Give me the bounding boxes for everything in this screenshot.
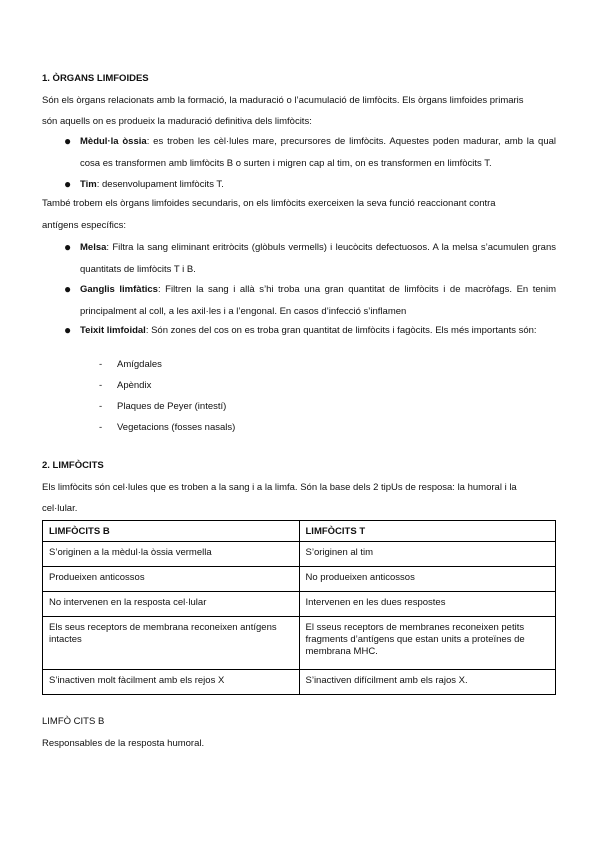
table-cell: S’inactiven difícilment amb els rajos X. — [299, 670, 556, 695]
secondary-paragraph-line-2: antígens específics: — [42, 220, 126, 231]
list-item-label: Melsa — [80, 242, 107, 253]
table-row — [43, 592, 556, 617]
dash-icon: - — [99, 359, 103, 370]
bullet-icon: ● — [64, 177, 72, 191]
list-item-label: Mèdul·la òssia — [80, 136, 147, 147]
list-item-ganglis — [80, 279, 556, 322]
dash-icon: - — [99, 422, 103, 433]
bullet-icon: ● — [64, 134, 72, 148]
list-item-text: : Filtren la sang i allà s’hi troba una gran quantitat de limfòcits i de macròfags. En tenim principalment al coll, a les axil·les i a l’engonal. En casos d’infecció s’inflamen — [80, 284, 556, 317]
list-item-medulla — [80, 131, 556, 174]
sub-item: Apèndix — [117, 380, 152, 391]
table-cell: Intervenen en les dues respostes — [299, 592, 556, 617]
bullet-icon: ● — [64, 323, 72, 337]
sub-item: Vegetacions (fosses nasals) — [117, 422, 236, 433]
table-row — [43, 567, 556, 592]
table-cell: S’inactiven molt fàcilment amb els rejos X — [43, 670, 300, 695]
list-item-teixit — [80, 320, 556, 342]
table-header-row — [43, 521, 556, 542]
table-row — [43, 617, 556, 670]
list-item-text: : es troben les cèl·lules mare, precursores de limfòcits. Aquestes poden madurar, amb la qual cosa es transformen amb limfòcits B o surten i migren cap al tim, on es transformen en limfòcits T. — [80, 136, 556, 169]
table-header-t: LIMFÒCITS T — [299, 521, 556, 542]
list-item-text: : desenvolupament limfòcits T. — [96, 179, 224, 190]
limfocits-b-text: Responsables de la resposta humoral. — [42, 738, 205, 749]
limfocits-intro-line-1: Els limfòcits són cel·lules que es troben a la sang i a la limfa. Són la base dels 2 tipUs de resposa: la humoral i la — [42, 482, 517, 493]
table-cell: S’originen al tim — [299, 542, 556, 567]
list-item-label: Ganglis limfàtics — [80, 284, 158, 295]
sub-item: Amígdales — [117, 359, 162, 370]
list-item-melsa — [80, 237, 556, 280]
limfocits-intro-line-2: cel·lular. — [42, 503, 78, 514]
table-row — [43, 542, 556, 567]
table-cell: Produeixen anticossos — [43, 567, 300, 592]
table-cell: Els seus receptors de membrana reconeixen antígens intactes — [43, 617, 300, 670]
list-item-text: : Són zones del cos on es troba gran quantitat de limfòcits i fagòcits. Els més importants són: — [145, 325, 537, 336]
sub-heading-limfocits-b: LIMFÒ CITS B — [42, 716, 105, 727]
sub-item: Plaques de Peyer (intestí) — [117, 401, 227, 412]
list-item-label: Teixit limfoidal — [80, 325, 146, 336]
section-heading-limfocits: 2. LIMFÒCITS — [42, 460, 104, 471]
table-cell: S’originen a la mèdul·la òssia vermella — [43, 542, 300, 567]
table-cell: No produeixen anticossos — [299, 567, 556, 592]
table-cell: No intervenen en la resposta cel·lular — [43, 592, 300, 617]
table-row — [43, 670, 556, 695]
table-cell: El sseus receptors de membranes reconeixen petits fragments d’antígens que estan units a proteïnes de membrana MHC. — [299, 617, 556, 670]
list-item-tim — [80, 174, 556, 196]
intro-paragraph-line-2: són aquells on es produeix la maduració definitiva dels limfòcits: — [42, 116, 312, 127]
intro-paragraph-line-1: Són els òrgans relacionats amb la formació, la maduració o l’acumulació de limfòcits. Els òrgans limfoides primaris — [42, 95, 524, 106]
secondary-paragraph-line-1: També trobem els òrgans limfoides secundaris, on els limfòcits exerceixen la seva funció reaccionant contra — [42, 198, 496, 209]
bullet-icon: ● — [64, 240, 72, 254]
dash-icon: - — [99, 380, 103, 391]
dash-icon: - — [99, 401, 103, 412]
table-header-b: LIMFÒCITS B — [43, 521, 300, 542]
list-item-label: Tim — [80, 179, 97, 190]
list-item-text: : Filtra la sang eliminant eritròcits (glòbuls vermells) i leucòcits defectuosos. A la melsa s’acumulen grans quantitats de limfòcits T i B. — [80, 242, 556, 275]
bullet-icon: ● — [64, 282, 72, 296]
section-heading-organs: 1. ÒRGANS LIMFOIDES — [42, 73, 149, 84]
comparison-table — [42, 520, 556, 695]
